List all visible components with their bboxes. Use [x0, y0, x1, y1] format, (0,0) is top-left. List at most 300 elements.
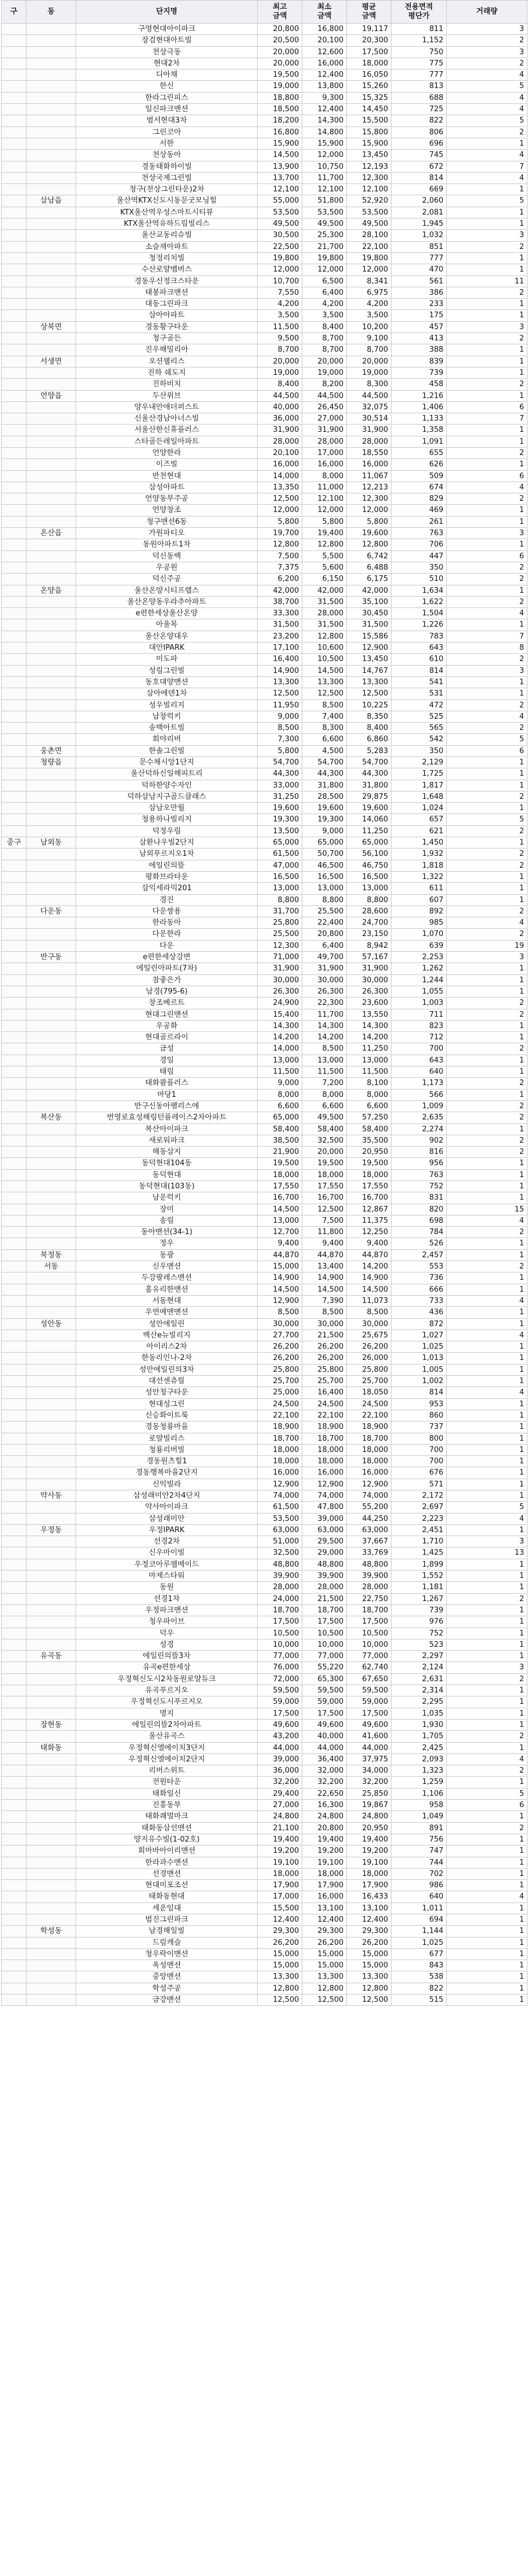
min-price-cell: 12,800	[302, 1983, 347, 1994]
max-price-cell: 20,000	[258, 58, 302, 69]
pyeong-price-cell: 447	[391, 550, 447, 562]
table-row	[2, 1673, 527, 1685]
min-price-cell: 31,900	[302, 963, 347, 974]
apartment-transactions-table	[1, 0, 527, 2006]
pyeong-price-cell: 811	[391, 24, 447, 35]
table-row	[2, 1329, 527, 1341]
dong-cell	[27, 1456, 76, 1467]
volume-cell: 2	[447, 562, 527, 573]
min-price-cell: 31,500	[302, 619, 347, 631]
pyeong-price-cell: 611	[391, 883, 447, 894]
min-price-cell: 18,700	[302, 1433, 347, 1444]
table-row	[2, 1204, 527, 1215]
gu-cell	[2, 287, 27, 298]
dong-cell	[27, 425, 76, 436]
pyeong-price-cell: 1,025	[391, 1937, 447, 1948]
min-price-cell: 44,300	[302, 768, 347, 780]
min-price-cell: 6,400	[302, 940, 347, 951]
avg-price-cell: 63,000	[347, 1524, 391, 1536]
table-row	[2, 413, 527, 425]
min-price-cell: 9,000	[302, 825, 347, 837]
volume-cell: 2	[447, 1147, 527, 1158]
min-price-cell: 13,300	[302, 676, 347, 688]
avg-price-cell: 15,900	[347, 138, 391, 149]
complex-name-cell: 다운한라	[76, 929, 258, 940]
volume-cell: 2	[447, 1135, 527, 1146]
complex-name-cell: 삼성아파트	[76, 482, 258, 493]
max-price-cell: 20,000	[258, 356, 302, 367]
pyeong-price-cell: 542	[391, 734, 447, 745]
pyeong-price-cell: 1,323	[391, 1765, 447, 1777]
pyeong-price-cell: 531	[391, 688, 447, 699]
complex-name-cell: 성우빌리지	[76, 699, 258, 711]
dong-cell	[27, 1467, 76, 1479]
pyeong-price-cell: 733	[391, 1295, 447, 1306]
gu-cell	[2, 1868, 27, 1879]
volume-cell: 3	[447, 24, 527, 35]
max-price-cell: 15,000	[258, 1261, 302, 1272]
pyeong-price-cell: 509	[391, 470, 447, 482]
avg-price-cell: 26,300	[347, 986, 391, 997]
pyeong-price-cell: 1,648	[391, 791, 447, 802]
max-price-cell: 19,800	[258, 252, 302, 264]
table-row	[2, 1948, 527, 1960]
avg-price-cell: 44,000	[347, 1742, 391, 1753]
complex-name-cell: 백산e뉴빌리지	[76, 1329, 258, 1341]
min-price-cell: 13,000	[302, 1055, 347, 1066]
max-price-cell: 53,500	[258, 1513, 302, 1524]
header-pyeong-price: 전용면적 평단가	[391, 1, 447, 24]
dong-cell	[27, 791, 76, 802]
pyeong-price-cell: 2,631	[391, 1673, 447, 1685]
max-price-cell: 18,500	[258, 104, 302, 115]
volume-cell: 1	[447, 264, 527, 275]
pyeong-price-cell: 350	[391, 745, 447, 756]
pyeong-price-cell: 523	[391, 1639, 447, 1650]
pyeong-price-cell: 677	[391, 1948, 447, 1960]
max-price-cell: 12,900	[258, 1479, 302, 1490]
gu-cell	[2, 1857, 27, 1868]
min-price-cell: 30,000	[302, 974, 347, 986]
gu-cell	[2, 1249, 27, 1261]
complex-name-cell: 울산역KTX신도시동문굿모닝힐	[76, 195, 258, 207]
pyeong-price-cell: 1,725	[391, 768, 447, 780]
pyeong-price-cell: 706	[391, 539, 447, 550]
dong-cell	[27, 264, 76, 275]
pyeong-price-cell: 388	[391, 344, 447, 356]
pyeong-price-cell: 2,172	[391, 1490, 447, 1502]
max-price-cell: 12,800	[258, 539, 302, 550]
pyeong-price-cell: 777	[391, 69, 447, 81]
volume-cell: 1	[447, 218, 527, 230]
volume-cell: 2	[447, 447, 527, 458]
table-row	[2, 241, 527, 252]
header-max-price: 최고 금액	[258, 1, 302, 24]
table-row	[2, 1536, 527, 1547]
min-price-cell: 16,000	[302, 1467, 347, 1479]
pyeong-price-cell: 822	[391, 1983, 447, 1994]
complex-name-cell: 삼환나우빌2단지	[76, 837, 258, 849]
table-row	[2, 1662, 527, 1673]
avg-price-cell: 4,200	[347, 299, 391, 310]
min-price-cell: 11,000	[302, 482, 347, 493]
complex-name-cell: 현대미포조선	[76, 1880, 258, 1891]
max-price-cell: 13,500	[258, 825, 302, 837]
min-price-cell: 10,600	[302, 642, 347, 654]
dong-cell	[27, 172, 76, 183]
complex-name-cell: 번영로효성해링턴플레이스2차아파트	[76, 1112, 258, 1123]
gu-cell	[2, 1995, 27, 2006]
gu-cell	[2, 1742, 27, 1753]
dong-cell	[27, 1582, 76, 1593]
avg-price-cell: 16,700	[347, 1192, 391, 1204]
min-price-cell: 18,000	[302, 1868, 347, 1879]
avg-price-cell: 19,000	[347, 367, 391, 378]
avg-price-cell: 18,000	[347, 1169, 391, 1180]
pyeong-price-cell: 712	[391, 1032, 447, 1043]
volume-cell: 1	[447, 1467, 527, 1479]
pyeong-price-cell: 1,025	[391, 1341, 447, 1353]
volume-cell: 2	[447, 241, 527, 252]
complex-name-cell: 동아맨션(34-1)	[76, 1227, 258, 1238]
table-row	[2, 676, 527, 688]
volume-cell: 4	[447, 608, 527, 619]
avg-price-cell: 13,450	[347, 654, 391, 665]
table-row	[2, 459, 527, 470]
avg-price-cell: 8,800	[347, 894, 391, 906]
pyeong-price-cell: 1,070	[391, 929, 447, 940]
avg-price-cell: 22,100	[347, 1410, 391, 1421]
pyeong-price-cell: 1,003	[391, 998, 447, 1009]
avg-price-cell: 44,870	[347, 1249, 391, 1261]
table-row	[2, 757, 527, 768]
complex-name-cell: 덕신주공	[76, 574, 258, 585]
gu-cell	[2, 161, 27, 172]
table-row	[2, 1903, 527, 1914]
table-row	[2, 1834, 527, 1845]
table-row	[2, 1593, 527, 1604]
max-price-cell: 33,300	[258, 608, 302, 619]
volume-cell: 6	[447, 470, 527, 482]
max-price-cell: 74,000	[258, 1490, 302, 1502]
max-price-cell: 24,000	[258, 1593, 302, 1604]
avg-price-cell: 67,650	[347, 1673, 391, 1685]
pyeong-price-cell: 436	[391, 1307, 447, 1318]
dong-cell	[27, 1387, 76, 1398]
min-price-cell: 26,200	[302, 1937, 347, 1948]
pyeong-price-cell: 233	[391, 299, 447, 310]
table-row	[2, 1135, 527, 1146]
min-price-cell: 7,390	[302, 1295, 347, 1306]
pyeong-price-cell: 515	[391, 1995, 447, 2006]
gu-cell	[2, 344, 27, 356]
avg-price-cell: 30,450	[347, 608, 391, 619]
pyeong-price-cell: 1,055	[391, 986, 447, 997]
dong-cell: 반구동	[27, 952, 76, 963]
max-price-cell: 19,500	[258, 1158, 302, 1169]
pyeong-price-cell: 822	[391, 115, 447, 126]
min-price-cell: 44,500	[302, 390, 347, 401]
avg-price-cell: 56,100	[347, 849, 391, 860]
table-row	[2, 218, 527, 230]
volume-cell: 1	[447, 436, 527, 447]
gu-cell	[2, 998, 27, 1009]
table-row	[2, 1995, 527, 2006]
dong-cell	[27, 58, 76, 69]
avg-price-cell: 52,920	[347, 195, 391, 207]
min-price-cell: 55,220	[302, 1662, 347, 1673]
complex-name-cell: 삼성래미안	[76, 1513, 258, 1524]
min-price-cell: 12,100	[302, 184, 347, 195]
max-price-cell: 12,500	[258, 493, 302, 505]
max-price-cell: 22,100	[258, 1410, 302, 1421]
header-complex-name: 단지명	[76, 1, 258, 24]
table-row	[2, 150, 527, 161]
volume-cell: 2	[447, 596, 527, 607]
volume-cell: 2	[447, 1078, 527, 1089]
min-price-cell: 18,700	[302, 1604, 347, 1616]
min-price-cell: 6,400	[302, 287, 347, 298]
complex-name-cell: 회마바아이리맨션	[76, 1845, 258, 1857]
table-row	[2, 1490, 527, 1502]
table-row	[2, 585, 527, 596]
dong-cell	[27, 1937, 76, 1948]
max-price-cell: 44,870	[258, 1249, 302, 1261]
avg-price-cell: 18,700	[347, 1604, 391, 1616]
pyeong-price-cell: 752	[391, 1628, 447, 1639]
complex-name-cell: e편한세상강변	[76, 952, 258, 963]
min-price-cell: 12,800	[302, 539, 347, 550]
pyeong-price-cell: 607	[391, 894, 447, 906]
volume-cell: 3	[447, 665, 527, 676]
max-price-cell: 9,400	[258, 1238, 302, 1249]
pyeong-price-cell: 571	[391, 1479, 447, 1490]
volume-cell: 2	[447, 1673, 527, 1685]
dong-cell	[27, 1078, 76, 1089]
max-price-cell: 7,550	[258, 287, 302, 298]
gu-cell	[2, 1914, 27, 1925]
pyeong-price-cell: 839	[391, 356, 447, 367]
dong-cell	[27, 1135, 76, 1146]
complex-name-cell: 한라과수맨션	[76, 1857, 258, 1868]
volume-cell: 1	[447, 1719, 527, 1730]
min-price-cell: 8,000	[302, 1089, 347, 1100]
avg-price-cell: 31,500	[347, 619, 391, 631]
min-price-cell: 14,500	[302, 665, 347, 676]
gu-cell	[2, 631, 27, 642]
max-price-cell: 27,700	[258, 1329, 302, 1341]
pyeong-price-cell: 745	[391, 150, 447, 161]
max-price-cell: 28,000	[258, 1582, 302, 1593]
table-row	[2, 390, 527, 401]
complex-name-cell: 성안에일린	[76, 1318, 258, 1329]
min-price-cell: 7,400	[302, 711, 347, 722]
complex-name-cell: 청룡리버빌	[76, 1444, 258, 1455]
avg-price-cell: 65,000	[347, 837, 391, 849]
min-price-cell: 59,000	[302, 1696, 347, 1708]
volume-cell: 1	[447, 768, 527, 780]
min-price-cell: 19,200	[302, 1845, 347, 1857]
gu-cell	[2, 81, 27, 92]
dong-cell	[27, 493, 76, 505]
max-price-cell: 7,375	[258, 562, 302, 573]
complex-name-cell: 태화쾀플러스	[76, 1078, 258, 1089]
table-row	[2, 849, 527, 860]
gu-cell	[2, 1834, 27, 1845]
min-price-cell: 10,000	[302, 1639, 347, 1650]
max-price-cell: 21,900	[258, 1147, 302, 1158]
max-price-cell: 42,000	[258, 585, 302, 596]
gu-cell	[2, 126, 27, 138]
pyeong-price-cell: 538	[391, 1971, 447, 1983]
gu-cell	[2, 1639, 27, 1650]
avg-price-cell: 10,000	[347, 1639, 391, 1650]
volume-cell: 7	[447, 631, 527, 642]
table-row	[2, 665, 527, 676]
volume-cell: 1	[447, 688, 527, 699]
avg-price-cell: 17,500	[347, 1616, 391, 1628]
volume-cell: 1	[447, 1708, 527, 1719]
dong-cell: 청량읍	[27, 757, 76, 768]
dong-cell	[27, 505, 76, 516]
pyeong-price-cell: 820	[391, 1204, 447, 1215]
avg-price-cell: 8,500	[347, 1307, 391, 1318]
dong-cell	[27, 1685, 76, 1696]
dong-cell	[27, 184, 76, 195]
gu-cell	[2, 1147, 27, 1158]
min-price-cell: 8,700	[302, 333, 347, 344]
table-row	[2, 126, 527, 138]
volume-cell: 1	[447, 1055, 527, 1066]
volume-cell: 1	[447, 1089, 527, 1100]
max-price-cell: 15,500	[258, 1903, 302, 1914]
dong-cell	[27, 1284, 76, 1295]
dong-cell	[27, 1502, 76, 1513]
gu-cell	[2, 1948, 27, 1960]
table-row	[2, 58, 527, 69]
table-row	[2, 1502, 527, 1513]
table-row	[2, 929, 527, 940]
avg-price-cell: 23,600	[347, 998, 391, 1009]
dong-cell	[27, 768, 76, 780]
min-price-cell: 15,000	[302, 1948, 347, 1960]
pyeong-price-cell: 655	[391, 447, 447, 458]
pyeong-price-cell: 1,049	[391, 1811, 447, 1822]
volume-cell: 2	[447, 333, 527, 344]
avg-price-cell: 12,500	[347, 688, 391, 699]
table-row	[2, 1914, 527, 1925]
gu-cell	[2, 791, 27, 802]
complex-name-cell: 두산위브	[76, 390, 258, 401]
volume-cell: 1	[447, 1971, 527, 1983]
volume-cell: 4	[447, 92, 527, 103]
table-row	[2, 264, 527, 275]
table-row	[2, 401, 527, 413]
avg-price-cell: 8,100	[347, 1078, 391, 1089]
complex-name-cell: 송림	[76, 1215, 258, 1226]
min-price-cell: 4,200	[302, 299, 347, 310]
min-price-cell: 12,400	[302, 1914, 347, 1925]
dong-cell	[27, 596, 76, 607]
pyeong-price-cell: 2,081	[391, 207, 447, 218]
gu-cell	[2, 1467, 27, 1479]
avg-price-cell: 14,900	[347, 1272, 391, 1284]
avg-price-cell: 13,450	[347, 150, 391, 161]
complex-name-cell: 현대성그린	[76, 1398, 258, 1410]
avg-price-cell: 10,500	[347, 1628, 391, 1639]
gu-cell	[2, 1559, 27, 1570]
max-price-cell: 7,500	[258, 550, 302, 562]
complex-name-cell: 삼아아파트	[76, 310, 258, 321]
min-price-cell: 13,300	[302, 1971, 347, 1983]
avg-price-cell: 46,750	[347, 860, 391, 871]
dong-cell	[27, 138, 76, 149]
min-price-cell: 24,800	[302, 1811, 347, 1822]
avg-price-cell: 6,975	[347, 287, 391, 298]
gu-cell	[2, 1307, 27, 1318]
volume-cell: 1	[447, 1479, 527, 1490]
max-price-cell: 12,100	[258, 184, 302, 195]
gu-cell	[2, 986, 27, 997]
complex-name-cell: 서울산한신휴플러스	[76, 425, 258, 436]
min-price-cell: 4,500	[302, 745, 347, 756]
gu-cell	[2, 1547, 27, 1559]
volume-cell: 6	[447, 745, 527, 756]
table-row	[2, 1628, 527, 1639]
complex-name-cell: 언양동부주공	[76, 493, 258, 505]
avg-price-cell: 59,000	[347, 1696, 391, 1708]
table-body	[2, 24, 527, 2006]
gu-cell	[2, 1272, 27, 1284]
table-row	[2, 1307, 527, 1318]
min-price-cell: 22,300	[302, 998, 347, 1009]
min-price-cell: 47,800	[302, 1502, 347, 1513]
gu-cell	[2, 241, 27, 252]
pyeong-price-cell: 814	[391, 1387, 447, 1398]
min-price-cell: 16,700	[302, 1192, 347, 1204]
pyeong-price-cell: 458	[391, 379, 447, 390]
table-row	[2, 184, 527, 195]
volume-cell: 4	[447, 1753, 527, 1765]
dong-cell	[27, 929, 76, 940]
pyeong-price-cell: 2,223	[391, 1513, 447, 1524]
pyeong-price-cell: 1,002	[391, 1376, 447, 1387]
complex-name-cell: 그린코아	[76, 126, 258, 138]
gu-cell	[2, 1020, 27, 1031]
min-price-cell: 48,800	[302, 1559, 347, 1570]
dong-cell	[27, 230, 76, 241]
header-avg-price: 평균 금액	[347, 1, 391, 24]
min-price-cell: 11,700	[302, 172, 347, 183]
complex-name-cell: 성경	[76, 1639, 258, 1650]
dong-cell	[27, 1479, 76, 1490]
dong-cell	[27, 642, 76, 654]
table-row	[2, 1719, 527, 1730]
gu-cell	[2, 493, 27, 505]
pyeong-price-cell: 700	[391, 1456, 447, 1467]
table-row	[2, 1571, 527, 1582]
pyeong-price-cell: 553	[391, 1261, 447, 1272]
dong-cell	[27, 871, 76, 882]
volume-cell: 1	[447, 390, 527, 401]
pyeong-price-cell: 829	[391, 493, 447, 505]
table-row	[2, 574, 527, 585]
table-row	[2, 1422, 527, 1433]
min-price-cell: 14,900	[302, 1272, 347, 1284]
dong-cell	[27, 1238, 76, 1249]
avg-price-cell: 22,750	[347, 1593, 391, 1604]
complex-name-cell: 경진	[76, 894, 258, 906]
